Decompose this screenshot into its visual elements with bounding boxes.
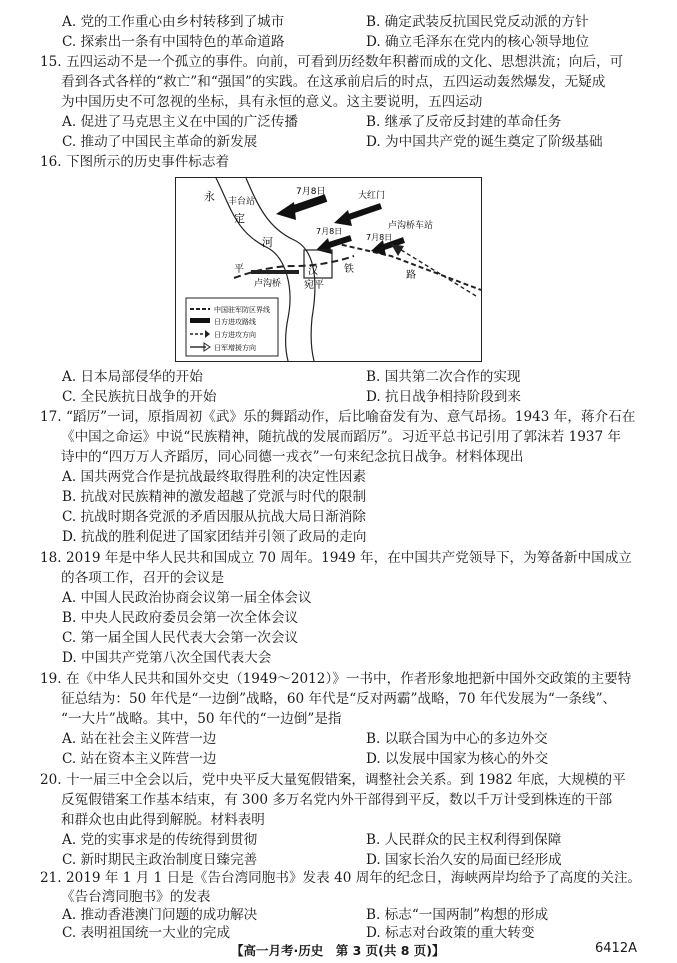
- q18-option-c: C. 第一届全国人民代表大会第一次会议: [62, 630, 299, 646]
- q15-option-a: A. 促进了马克思主义在中国的广泛传播: [62, 114, 298, 130]
- legend-label-4: 日军增援方向: [214, 344, 256, 352]
- label-ping: 平: [234, 264, 244, 275]
- q17-stem-line2: 《中国之命运》中说“民族精神，随抗战的发展而蹈厉”。习近平总书记引用了郭沫若 1937 年: [61, 429, 622, 445]
- label-ding: 定: [234, 212, 245, 225]
- q15-stem-line1: 15. 五四运动不是一个孤立的事件。向前，可看到历经数年积蓄而成的文化、思想洪流；向后，可: [40, 54, 624, 70]
- map-svg: [176, 178, 481, 361]
- label-han: 汉: [308, 266, 318, 277]
- q18-stem-line2: 的各项工作，召开的会议是: [61, 570, 225, 586]
- attack-arrow-dahongmen: [346, 206, 381, 218]
- q20-option-b: B. 人民群众的民主权利得到保障: [366, 832, 562, 848]
- q18-option-a: A. 中国人民政治协商会议第一届全体会议: [62, 590, 312, 606]
- q20-stem-line1: 20. 十一届三中全会以后，党中央平反大量冤假错案，调整社会关系。到 1982 年底，大规模的平: [40, 772, 626, 788]
- q20-option-a: A. 党的实事求是的传统得到贯彻: [62, 832, 258, 848]
- q21-option-c: C. 表明祖国统一大业的完成: [62, 925, 231, 941]
- q19-option-d: D. 以发展中国家为核心的外交: [366, 751, 549, 767]
- label-lu: 路: [406, 270, 416, 281]
- q18-option-b: B. 中央人民政府委员会第一次全体会议: [62, 610, 299, 626]
- label-dahongmen: 大红门: [358, 191, 386, 201]
- attack-arrow-center: [326, 238, 351, 246]
- q19-option-a: A. 站在社会主义阵营一边: [62, 731, 217, 747]
- attack-arrowhead-north: [276, 202, 296, 220]
- q17-option-a: A. 国共两党合作是抗战最终取得胜利的决定性因素: [62, 469, 366, 485]
- label-tie: 铁: [344, 264, 354, 275]
- q20-stem-line3: 和群众也由此得到解脱。材料表明: [61, 812, 265, 828]
- paper-code: 6412A: [595, 941, 637, 956]
- label-jul8-c: 7月8日: [366, 233, 393, 242]
- attack-arrowhead-east: [371, 240, 386, 256]
- q14-option-b: B. 确定武装反抗国民党反动派的方针: [366, 14, 589, 30]
- q20-option-c: C. 新时期民主政治制度日臻完善: [62, 852, 258, 868]
- q15-option-b: B. 继承了反帝反封建的革命任务: [366, 114, 562, 130]
- q17-option-d: D. 抗战的胜利促进了国家团结并引领了政局的走向: [62, 529, 367, 545]
- q15-stem-line2: 看到各式各样的“救亡”和“强国”的实践。在这承前启后的时点，五四运动轰然爆发，无疑成: [61, 74, 606, 90]
- q16-stem: 16. 下图所示的历史事件标志着: [40, 154, 230, 170]
- q16-option-c: C. 全民族抗日战争的开始: [62, 389, 217, 405]
- q16-option-b: B. 国共第二次合作的实现: [366, 369, 521, 385]
- label-jul8-b: 7月8日: [316, 227, 343, 236]
- railway-line: [334, 243, 481, 290]
- attack-arrow-north: [291, 198, 326, 210]
- q17-option-b: B. 抗战对民族精神的激发超越了党派与时代的限制: [62, 489, 367, 505]
- legend-label-2: 日方进攻路线: [214, 318, 256, 326]
- q21-stem-line1: 21. 2019 年 1 月 1 日是《告台湾同胞书》发表 40 周年的纪念日，海峡两岸均给予了高度的关注。: [40, 870, 642, 886]
- attack-arrowhead-dahongmen: [334, 210, 352, 226]
- label-jul8-a: 7月8日: [296, 187, 326, 197]
- label-he: 河: [262, 236, 273, 249]
- q19-option-b: B. 以联合国为中心的多边外交: [366, 731, 548, 747]
- q15-option-c: C. 推动了中国民主革命的新发展: [62, 134, 258, 150]
- label-yong: 永: [204, 190, 215, 203]
- q21-option-b: B. 标志“一国两制”构想的形成: [366, 907, 549, 923]
- q18-option-d: D. 中国共产党第八次全国代表大会: [62, 650, 272, 666]
- q21-stem-line2: 《告台湾同胞书》的发表: [61, 889, 211, 905]
- q21-option-a: A. 推动香港澳门问题的成功解决: [62, 907, 258, 923]
- q19-stem-line1: 19. 在《中华人民共和国外交史（1949～2012）》一书中，作者形象地把新中国外交政策的主要特: [40, 671, 632, 687]
- legend-label-1: 中国驻军防区界线: [214, 306, 270, 314]
- q17-stem-line1: 17. “蹈厉”一词，原指周初《武》乐的舞蹈动作，后比喻奋发有为、意气昂扬。1943 年，蒋介石在: [40, 409, 636, 425]
- legend-label-3: 日方进攻方向: [214, 331, 256, 339]
- q14-option-a: A. 党的工作重心由乡村转移到了城市: [62, 14, 285, 30]
- defense-line: [234, 256, 354, 278]
- q16-option-d: D. 抗日战争相持阶段到来: [366, 389, 521, 405]
- attack-arrowhead-center: [316, 238, 332, 254]
- q20-option-d: D. 国家长治久安的局面已经形成: [366, 852, 562, 868]
- q16-option-a: A. 日本局部侵华的开始: [62, 369, 203, 385]
- q15-option-d: D. 为中国共产党的诞生奠定了阶级基础: [366, 134, 603, 150]
- label-fengtai: 丰台站: [228, 197, 256, 207]
- q21-option-d: D. 标志对台政策的重大转变: [366, 925, 535, 941]
- label-lugouqiao: 卢沟桥: [254, 279, 282, 289]
- q18-stem-line1: 18. 2019 年是中华人民共和国成立 70 周年。1949 年，在中国共产党领导下，为筹备新中国成立: [40, 550, 632, 566]
- q15-stem-line3: 为中国历史不可忽视的坐标，具有永恒的意义。这主要说明，五四运动: [61, 94, 483, 110]
- label-wanping: 宛平: [304, 280, 324, 291]
- q19-stem-line3: “一大片”战略。其中，50 年代的“一边倒”是指: [61, 711, 342, 727]
- label-lugouqiao-station: 卢沟桥车站: [388, 221, 434, 231]
- legend-attack-route: [190, 318, 210, 323]
- q19-option-c: C. 站在资本主义阵营一边: [62, 751, 217, 767]
- lugou-bridge: [251, 270, 299, 274]
- marco-polo-bridge-map: [175, 177, 482, 362]
- q19-stem-line2: 征总结为：50 年代是“一边倒”战略，60 年代是“反对两霸”战略，70 年代发展为“一条线”、: [61, 691, 617, 707]
- page-footer: 【高一月考·历史 第 3 页(共 8 页)】: [231, 943, 445, 958]
- q17-stem-line3: 诗中的“四万万人齐蹈厉，同心同德一戎衣”一句来纪念抗日战争。材料体现出: [61, 449, 524, 465]
- q14-option-c: C. 探索出一条有中国特色的革命道路: [62, 34, 285, 50]
- q20-stem-line2: 反冤假错案工作基本结束，有 300 多万名党内外干部得到平反，数以千万计受到株连的干部: [61, 792, 613, 808]
- q14-option-d: D. 确立毛泽东在党内的核心领导地位: [366, 34, 589, 50]
- q17-option-c: C. 抗战时期各党派的矛盾因服从抗战大局日渐消除: [62, 509, 367, 525]
